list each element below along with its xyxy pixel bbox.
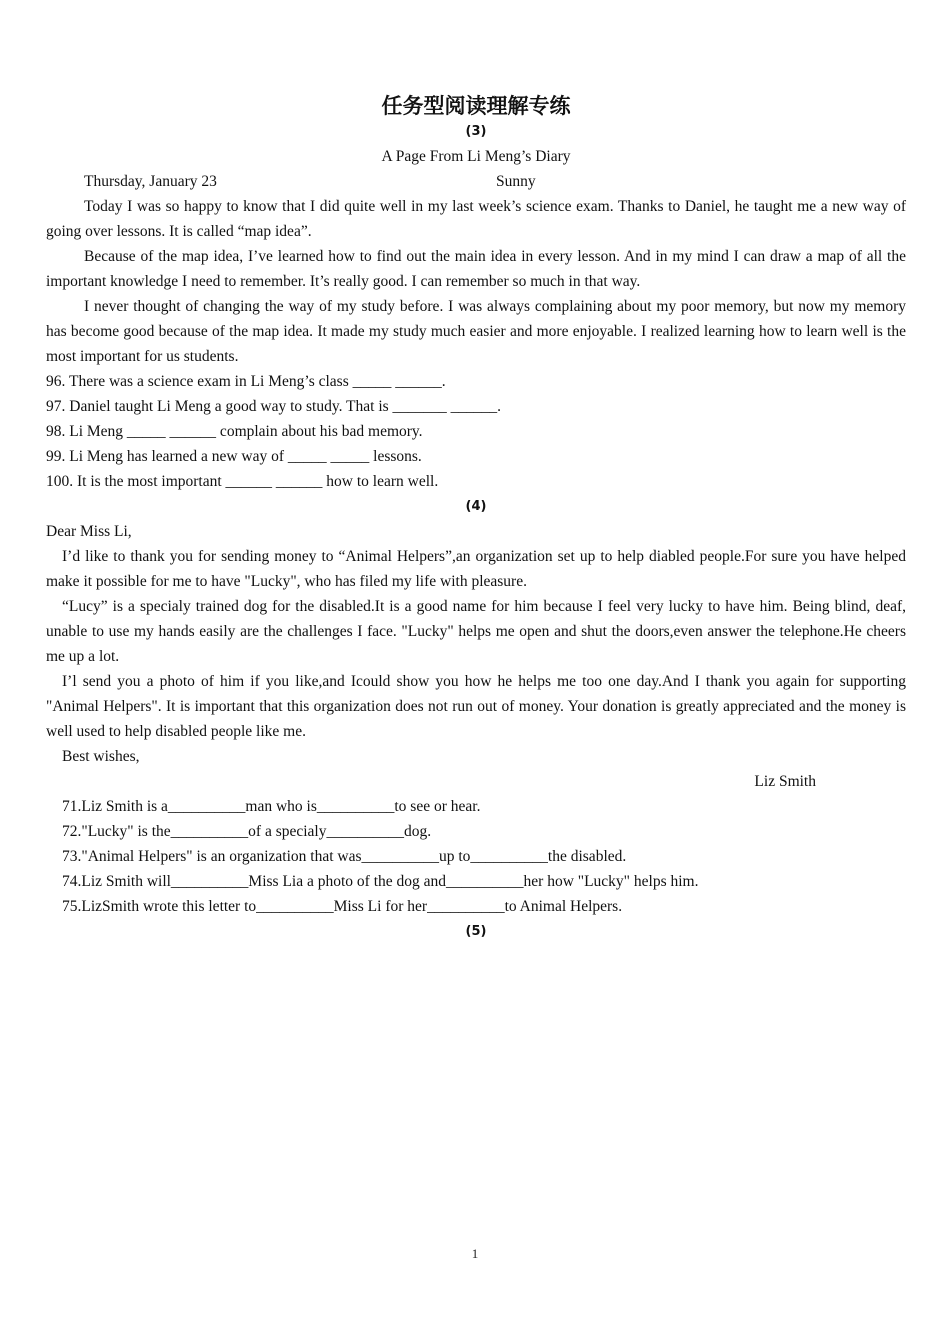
question-75: 75.LizSmith wrote this letter to__________Miss Li for her__________to Animal Helpers. bbox=[62, 898, 623, 915]
diary-dateline bbox=[46, 169, 906, 194]
question-98: 98. Li Meng _____ ______ complain about his bad memory. bbox=[46, 423, 423, 440]
question-72: 72."Lucky" is the__________of a specialy__________dog. bbox=[62, 823, 432, 840]
section-4-label: (4) bbox=[465, 499, 487, 514]
question-97: 97. Daniel taught Li Meng a good way to study. That is _______ ______. bbox=[46, 398, 502, 415]
question-73: 73."Animal Helpers" is an organization that was__________up to__________the disabled. bbox=[62, 848, 627, 865]
document-title: 任务型阅读理解专练 bbox=[381, 94, 571, 118]
section-5-label: (5) bbox=[465, 924, 487, 939]
question-96: 96. There was a science exam in Li Meng’s class _____ ______. bbox=[46, 373, 446, 390]
letter-salutation: Dear Miss Li, bbox=[46, 523, 132, 540]
diary-date: Thursday, January 23 bbox=[84, 173, 217, 190]
letter-paragraph: I’d like to thank you for sending money to “Animal Helpers”,an organization set up to help diabled people.For sure you have helped make it possible for me to have "Lucky", who has filed my life with pleasure. bbox=[46, 548, 906, 590]
question-71: 71.Liz Smith is a__________man who is__________to see or hear. bbox=[62, 798, 481, 815]
diary-paragraph: Today I was so happy to know that I did quite well in my last week’s science exam. Thanks to Daniel, he taught me a new way of going over lessons. It is called “map idea”. bbox=[46, 198, 906, 240]
letter-signature: Liz Smith bbox=[754, 773, 816, 790]
document-page bbox=[46, 86, 906, 944]
diary-paragraph: I never thought of changing the way of my study before. I was always complaining about my poor memory, but now my memory has become good because of the map idea. It made my study much easier and more enjoyable. I realized learning how to learn well is the most important for us students. bbox=[46, 298, 906, 365]
section-3-label: (3) bbox=[465, 124, 487, 139]
letter-closing: Best wishes, bbox=[62, 748, 140, 765]
page-number: 1 bbox=[471, 1246, 479, 1261]
diary-paragraph: Because of the map idea, I’ve learned how to find out the main idea in every lesson. And in my mind I can draw a map of all the important knowledge I need to remember. It’s really good. I can remember so much in that way. bbox=[46, 248, 906, 290]
question-74: 74.Liz Smith will__________Miss Lia a photo of the dog and__________her how "Lucky" helps him. bbox=[62, 873, 699, 890]
letter-paragraph: I’l send you a photo of him if you like,and Icould show you how he helps me too one day.And I thank you again for supporting "Animal Helpers". It is important that this organization does not run out of money. Your donation is greatly appreciated and the money is well used to help disabled people like me. bbox=[46, 673, 906, 740]
diary-weather: Sunny bbox=[496, 173, 536, 190]
letter-paragraph: “Lucy” is a specialy trained dog for the disabled.It is a good name for him because I feel very lucky to have him. Being blind, deaf, unable to use my hands easily are the challenges I face. "Lucky" helps me open and shut the doors,even answer the telephone.He cheers me up a lot. bbox=[46, 598, 906, 665]
question-99: 99. Li Meng has learned a new way of _____ _____ lessons. bbox=[46, 448, 422, 465]
question-100: 100. It is the most important ______ ______ how to learn well. bbox=[46, 473, 439, 490]
diary-heading: A Page From Li Meng’s Diary bbox=[381, 148, 571, 165]
